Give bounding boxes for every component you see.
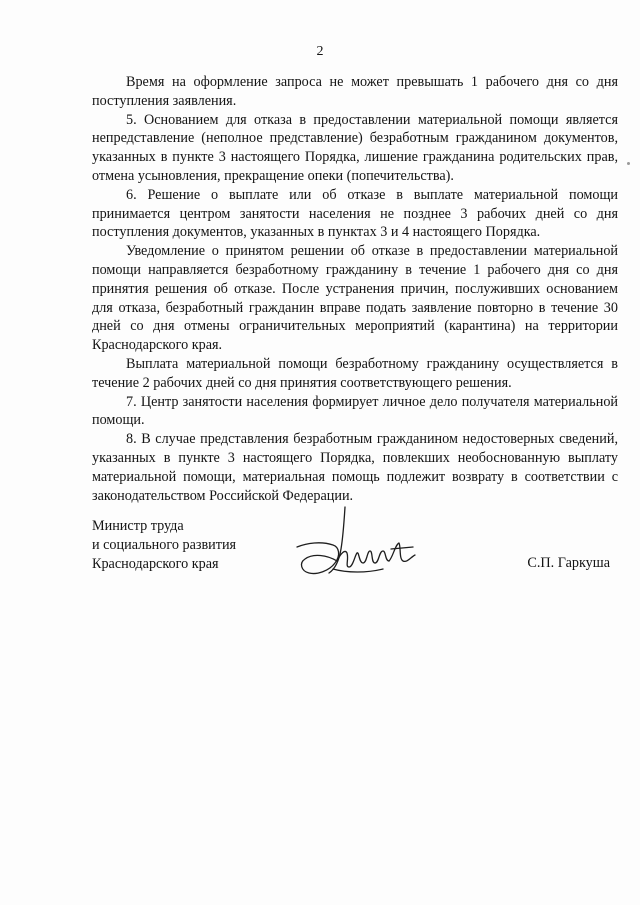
- paragraph-refund-clause: 8. В случае представления безработным гражданином недостоверных сведений, указанных в пункте 3 настоящего Порядка, повлекших необоснованную выплату материальной помощи, материальная помощь подлежит возврату в соответствии с законодательством Российской Федерации.: [92, 431, 618, 504]
- signatory-title: [92, 517, 236, 573]
- paragraph-personal-file: 7. Центр занятости населения формирует личное дело получателя материальной помощи.: [92, 393, 618, 429]
- signatory-name: С.П. Гаркуша: [527, 555, 610, 571]
- signatory-title-line: Министр труда: [92, 518, 184, 534]
- document-body: [92, 73, 618, 505]
- paragraph-payment-schedule: Выплата материальной помощи безработному гражданину осуществляется в течение 2 рабочих дней со дня принятия соответствующего решения.: [92, 355, 618, 391]
- paragraph-payment-decision: 6. Решение о выплате или об отказе в выплате материальной помощи принимается центром занятости населения не позднее 3 рабочих дней со дня поступления документов, указанных в пунктах 3 и 4 настоящего Порядка.: [92, 186, 618, 241]
- paragraph-request-time: Время на оформление запроса не может превышать 1 рабочего дня со дня поступления заявления.: [92, 74, 618, 109]
- handwritten-signature: [287, 503, 427, 593]
- paragraph-refusal-grounds: 5. Основанием для отказа в предоставлении материальной помощи является непредставление (неполное представление) безработным гражданином документов, указанных в пункте 3 настоящего Порядка, лишение гражданина родительских прав, отмена усыновления, прекращение опеки (попечительства).: [92, 111, 618, 184]
- paragraph-refusal-notice: Уведомление о принятом решении об отказе в предоставлении материальной помощи направляется безработному гражданину в течение 1 рабочего дня со дня принятия решения об отказе. После устранения причин, послуживших основанием для отказа, безработный гражданин вправе подать заявление повторно в течение 30 дней со дня отмены ограничительных мероприятий (карантина) на территории Краснодарского края.: [92, 243, 618, 354]
- page-number: 2: [316, 44, 324, 59]
- signatory-title-line: Краснодарского края: [92, 555, 219, 572]
- scan-dot: [627, 162, 630, 165]
- signatory-title-line: и социального развития: [92, 536, 237, 553]
- signature-block: [92, 517, 618, 597]
